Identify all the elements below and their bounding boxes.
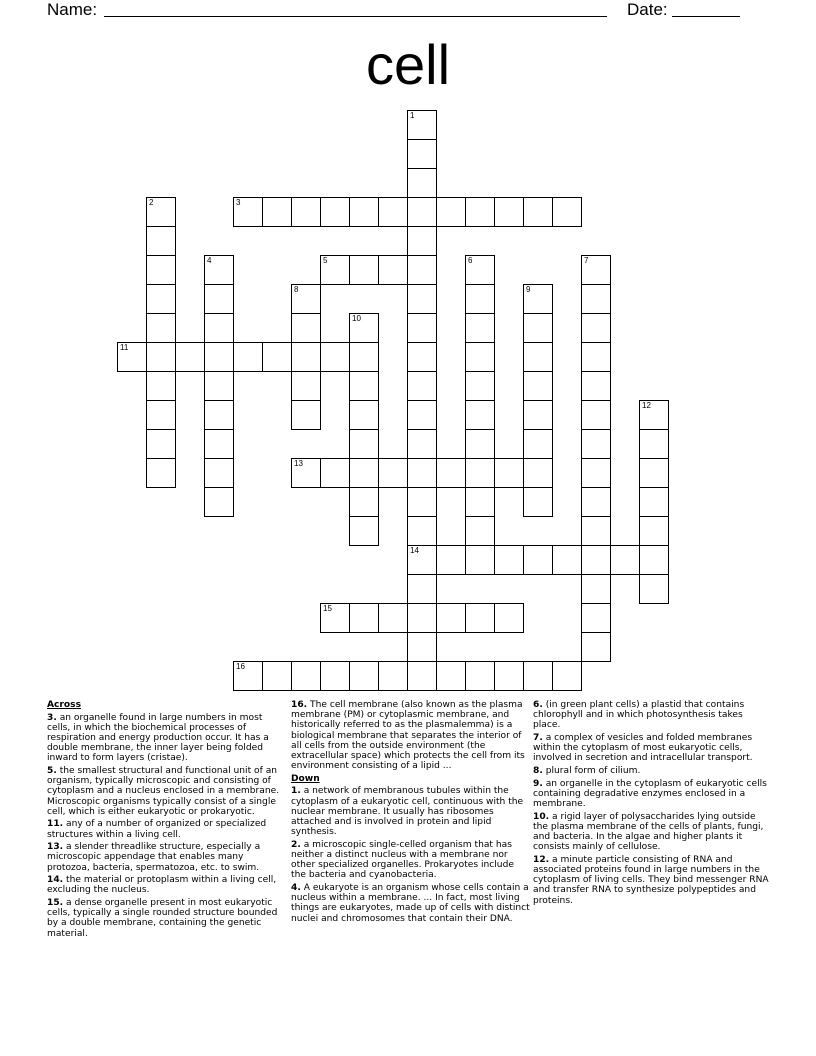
date-label: Date: <box>627 0 668 19</box>
clue-down-7 <box>533 733 772 764</box>
grid-cell <box>523 400 553 430</box>
grid-cell <box>523 458 553 488</box>
grid-number: 5 <box>323 256 328 265</box>
grid-cell <box>291 197 321 227</box>
grid-cell <box>204 487 234 517</box>
grid-cell <box>581 603 611 633</box>
grid-cell <box>639 487 669 517</box>
grid-cell <box>291 342 321 372</box>
grid-number: 11 <box>120 343 129 352</box>
clue-down-12 <box>533 855 772 906</box>
grid-cell <box>204 255 234 285</box>
grid-cell <box>465 661 495 691</box>
grid-cell <box>320 197 350 227</box>
grid-cell <box>291 661 321 691</box>
clue-text: a rigid layer of polysaccharides lying outside the plasma membrane of the cells of plants, fungi, and bacteria. In the algae and higher plants it consists mainly of cellulose. <box>533 811 764 853</box>
grid-cell <box>233 197 263 227</box>
grid-cell <box>639 574 669 604</box>
grid-cell <box>204 313 234 343</box>
grid-cell <box>233 342 263 372</box>
grid-cell <box>610 545 640 575</box>
grid-cell <box>262 197 292 227</box>
clue-text: The cell membrane (also known as the plasma membrane (PM) or cytoplasmic membrane, and historically referred to as the plasmalemma) is a biological membrane that separates the interior of all cells from the outside environment (the extracellular space) which protects the cell from its environment consisting of a lipid ... <box>291 700 525 772</box>
clue-text: any of a number of organized or specialized structures within a living cell. <box>47 819 267 840</box>
clue-across-16 <box>291 700 530 771</box>
clue-text: an organelle in the cytoplasm of eukaryotic cells containing degradative enzymes enclosed in a membrane. <box>533 778 767 809</box>
clue-number: 9. <box>533 778 543 789</box>
grid-cell <box>436 545 466 575</box>
grid-number: 10 <box>352 314 361 323</box>
clue-text: the material or protoplasm within a living cell, excluding the nucleus. <box>47 875 277 896</box>
grid-cell <box>581 371 611 401</box>
grid-cell <box>465 255 495 285</box>
grid-cell <box>291 400 321 430</box>
grid-cell <box>436 197 466 227</box>
grid-cell <box>465 313 495 343</box>
grid-cell <box>494 603 524 633</box>
grid-cell <box>349 255 379 285</box>
clue-number: 12. <box>533 854 550 865</box>
grid-number: 3 <box>236 198 241 207</box>
grid-cell <box>378 255 408 285</box>
clue-across-11 <box>47 819 286 839</box>
clue-text: a dense organelle present in most eukaryotic cells, typically a single rounded structure bounded by a double membrane, containing the genetic material. <box>47 898 278 939</box>
grid-number: 16 <box>236 662 245 671</box>
clue-across-14 <box>47 875 286 895</box>
grid-cell <box>349 516 379 546</box>
grid-cell <box>320 342 350 372</box>
grid-cell <box>407 342 437 372</box>
grid-cell <box>349 487 379 517</box>
grid-cell <box>349 371 379 401</box>
grid-cell <box>349 429 379 459</box>
grid-cell <box>407 603 437 633</box>
clue-text: (in green plant cells) a plastid that contains chlorophyll and in which photosynthesis takes place. <box>533 700 745 731</box>
clue-text: A eukaryote is an organism whose cells contain a nucleus within a membrane. ... In fact, most living things are eukaryotes, made up of cells with distinct nuclei and chromosomes that contain their DNA. <box>291 883 530 924</box>
grid-number: 6 <box>468 256 473 265</box>
clue-down-6 <box>533 700 772 731</box>
clue-text: plural form of cilium. <box>545 766 641 776</box>
grid-cell <box>465 400 495 430</box>
grid-cell <box>523 429 553 459</box>
clues-column-1 <box>47 700 286 941</box>
grid-cell <box>523 487 553 517</box>
page-title: cell <box>365 33 451 96</box>
grid-cell <box>581 342 611 372</box>
grid-cell <box>581 487 611 517</box>
grid-cell <box>146 284 176 314</box>
grid-number: 2 <box>149 198 154 207</box>
grid-cell <box>407 487 437 517</box>
grid-cell <box>117 342 147 372</box>
grid-number: 8 <box>294 285 299 294</box>
grid-cell <box>204 429 234 459</box>
grid-cell <box>639 545 669 575</box>
grid-cell <box>523 661 553 691</box>
grid-cell <box>465 516 495 546</box>
grid-cell <box>349 661 379 691</box>
grid-cell <box>465 545 495 575</box>
grid-cell <box>146 342 176 372</box>
clue-number: 16. <box>291 700 308 710</box>
clue-number: 11. <box>47 819 64 830</box>
grid-cell <box>465 284 495 314</box>
grid-cell <box>465 603 495 633</box>
grid-number: 14 <box>410 546 419 555</box>
grid-cell <box>146 458 176 488</box>
grid-cell <box>552 545 582 575</box>
grid-cell <box>581 313 611 343</box>
grid-cell <box>204 371 234 401</box>
clue-number: 4. <box>291 883 301 894</box>
grid-cell <box>262 342 292 372</box>
clue-number: 2. <box>291 839 301 850</box>
clue-down-8 <box>533 766 772 776</box>
clue-number: 1. <box>291 786 301 797</box>
grid-cell <box>320 661 350 691</box>
grid-cell <box>407 545 437 575</box>
grid-cell <box>494 458 524 488</box>
clue-across-3 <box>47 713 286 764</box>
clues-column-2 <box>291 700 530 926</box>
grid-cell <box>320 255 350 285</box>
clue-number: 14. <box>47 875 64 886</box>
name-label: Name: <box>47 0 98 19</box>
grid-number: 7 <box>584 256 589 265</box>
grid-cell <box>581 632 611 662</box>
grid-cell <box>204 342 234 372</box>
clue-across-13 <box>47 842 286 873</box>
grid-cell <box>407 574 437 604</box>
grid-cell <box>639 429 669 459</box>
grid-number: 12 <box>642 401 651 410</box>
grid-cell <box>146 313 176 343</box>
clues-column-3 <box>533 700 772 908</box>
grid-cell <box>146 255 176 285</box>
grid-cell <box>349 342 379 372</box>
grid-cell <box>204 284 234 314</box>
grid-cell <box>523 313 553 343</box>
down-heading: Down <box>291 773 320 784</box>
grid-cell <box>552 197 582 227</box>
clue-across-5 <box>47 766 286 817</box>
grid-cell <box>378 197 408 227</box>
grid-cell <box>204 400 234 430</box>
grid-cell <box>581 284 611 314</box>
grid-cell <box>291 313 321 343</box>
grid-cell <box>523 545 553 575</box>
clue-text: a complex of vesicles and folded membranes within the cytoplasm of most eukaryotic cells, involved in secretion and intracellular transport. <box>533 733 753 764</box>
grid-cell <box>465 429 495 459</box>
clue-number: 13. <box>47 842 64 853</box>
grid-cell <box>407 284 437 314</box>
grid-cell <box>146 197 176 227</box>
grid-cell <box>378 661 408 691</box>
grid-number: 1 <box>410 111 415 120</box>
clue-down-9 <box>533 779 772 810</box>
grid-cell <box>581 574 611 604</box>
grid-cell <box>320 603 350 633</box>
clue-number: 15. <box>47 898 64 908</box>
grid-cell <box>175 342 205 372</box>
grid-cell <box>465 197 495 227</box>
clue-number: 5. <box>47 766 57 776</box>
grid-cell <box>639 458 669 488</box>
grid-cell <box>349 197 379 227</box>
grid-cell <box>146 371 176 401</box>
grid-cell <box>581 458 611 488</box>
clue-number: 3. <box>47 712 57 723</box>
grid-cell <box>639 400 669 430</box>
grid-cell <box>581 255 611 285</box>
grid-cell <box>407 458 437 488</box>
grid-cell <box>494 197 524 227</box>
grid-cell <box>436 603 466 633</box>
grid-cell <box>407 429 437 459</box>
grid-cell <box>581 400 611 430</box>
grid-cell <box>349 458 379 488</box>
grid-cell <box>407 255 437 285</box>
grid-cell <box>407 226 437 256</box>
grid-cell <box>523 197 553 227</box>
clue-down-10 <box>533 812 772 853</box>
grid-cell <box>465 458 495 488</box>
across-heading: Across <box>47 700 81 710</box>
clue-text: a minute particle consisting of RNA and associated proteins found in large numbers in the cytoplasm of living cells. They bind messenger RNA and transfer RNA to synthesize polypeptides and proteins. <box>533 854 769 906</box>
grid-cell <box>436 458 466 488</box>
grid-cell <box>407 313 437 343</box>
grid-cell <box>233 661 263 691</box>
grid-cell <box>291 284 321 314</box>
grid-number: 15 <box>323 604 332 613</box>
grid-cell <box>407 632 437 662</box>
grid-cell <box>349 603 379 633</box>
grid-cell <box>407 197 437 227</box>
grid-cell <box>291 371 321 401</box>
grid-cell <box>349 313 379 343</box>
grid-cell <box>407 168 437 198</box>
grid-cell <box>494 661 524 691</box>
crossword-grid <box>117 110 669 691</box>
grid-cell <box>407 516 437 546</box>
grid-cell <box>523 371 553 401</box>
grid-cell <box>465 487 495 517</box>
date-blank-line <box>672 16 740 17</box>
grid-cell <box>581 516 611 546</box>
clue-down-2 <box>291 840 530 881</box>
clue-text: the smallest structural and functional unit of an organism, typically microscopic and consisting of cytoplasm and a nucleus enclosed in a membrane. Microscopic organisms typically consist of a single cell, which is either eukaryotic or prokaryotic. <box>47 766 280 817</box>
grid-number: 13 <box>294 459 303 468</box>
grid-cell <box>407 661 437 691</box>
grid-cell <box>204 458 234 488</box>
clue-down-4 <box>291 883 530 924</box>
grid-cell <box>320 458 350 488</box>
clue-number: 10. <box>533 811 550 822</box>
grid-cell <box>378 458 408 488</box>
grid-cell <box>291 458 321 488</box>
grid-cell <box>407 110 437 140</box>
grid-cell <box>494 545 524 575</box>
grid-cell <box>146 429 176 459</box>
clue-text: a slender threadlike structure, especially a microscopic appendage that enables many protozoa, bacteria, spermatozoa, etc. to swim. <box>47 842 261 873</box>
grid-cell <box>146 400 176 430</box>
grid-number: 4 <box>207 256 212 265</box>
clue-number: 8. <box>533 766 543 776</box>
grid-cell <box>465 342 495 372</box>
clue-number: 7. <box>533 733 543 743</box>
grid-cell <box>552 661 582 691</box>
grid-cell <box>378 603 408 633</box>
grid-cell <box>639 516 669 546</box>
grid-cell <box>407 371 437 401</box>
grid-cell <box>523 284 553 314</box>
grid-cell <box>436 661 466 691</box>
name-blank-line <box>104 16 607 17</box>
grid-cell <box>262 661 292 691</box>
grid-cell <box>349 400 379 430</box>
clue-down-1 <box>291 786 530 837</box>
clue-text: an organelle found in large numbers in most cells, in which the biochemical processes of respiration and energy production occur. It has a double membrane, the inner layer being folded inward to form layers (cristae). <box>47 712 269 764</box>
grid-cell <box>465 371 495 401</box>
grid-cell <box>581 429 611 459</box>
clue-across-15 <box>47 898 286 939</box>
grid-number: 9 <box>526 285 531 294</box>
grid-cell <box>581 545 611 575</box>
grid-cell <box>407 400 437 430</box>
clue-text: a network of membranous tubules within the cytoplasm of a eukaryotic cell, continuous with the nuclear membrane. It usually has ribosomes attached and is involved in protein and lipid synthesis. <box>291 786 524 838</box>
grid-cell <box>146 226 176 256</box>
clue-number: 6. <box>533 700 543 710</box>
grid-cell <box>407 139 437 169</box>
grid-cell <box>523 342 553 372</box>
clue-text: a microscopic single-celled organism that has neither a distinct nucleus with a membrane nor other specialized organelles. Prokaryotes include the bacteria and cyanobacteria. <box>291 839 514 881</box>
